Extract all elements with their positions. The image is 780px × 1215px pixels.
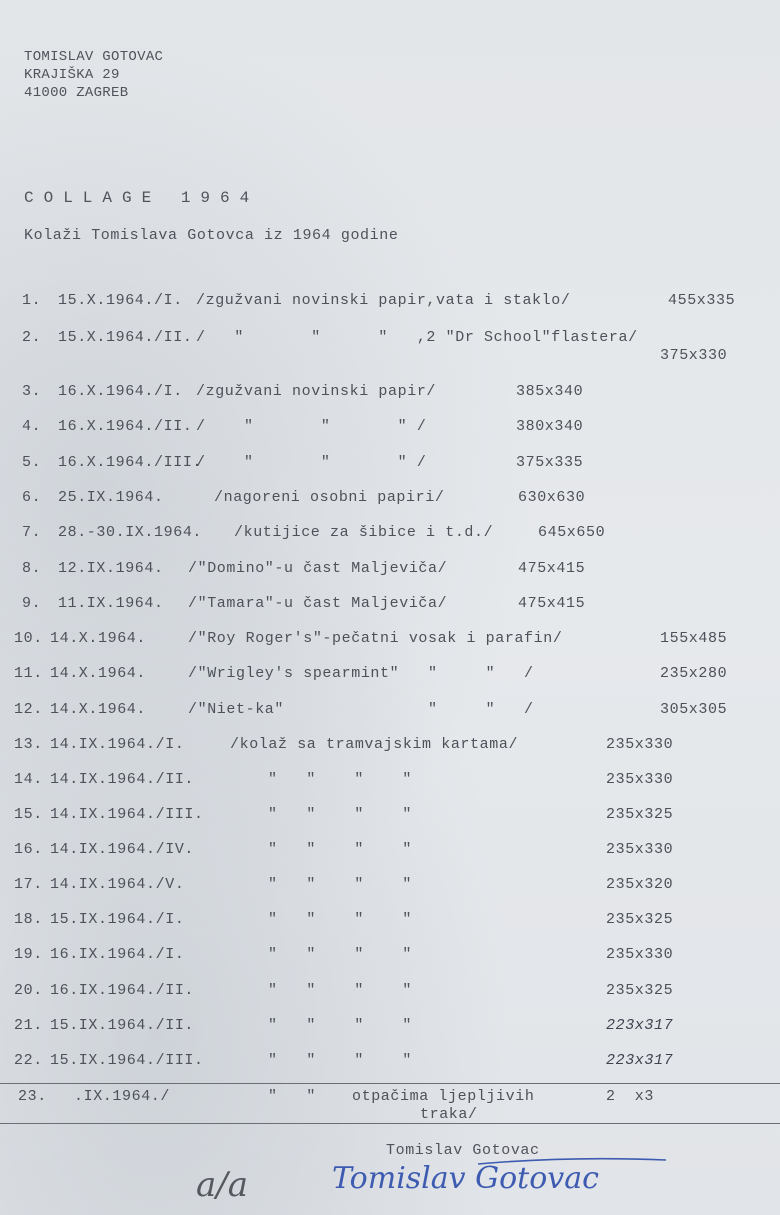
item-number: 22. (14, 1052, 43, 1069)
item-description: / " " " / (196, 454, 427, 471)
item-dimensions: 235x325 (606, 911, 674, 928)
item-date: 16.IX.1964./I. (50, 946, 185, 963)
list-item (0, 911, 780, 941)
item-date: 14.X.1964. (50, 665, 147, 682)
item-dimensions: 375x330 (660, 347, 728, 364)
item-description: otpačima ljepljivih (352, 1088, 535, 1105)
list-item (0, 524, 780, 554)
sender-street: KRAJIŠKA 29 (24, 67, 120, 83)
item-dimensions: 380x340 (516, 418, 584, 435)
item-dimensions: 235x325 (606, 806, 674, 823)
item-dimensions: 235x325 (606, 982, 674, 999)
item-dimensions: 2 x3 (606, 1088, 655, 1105)
list-item (0, 806, 780, 836)
item-dimensions: 645x650 (538, 524, 606, 541)
list-item (0, 560, 780, 590)
item-number: 1. (22, 292, 42, 309)
item-description: /nagoreni osobni papiri/ (214, 489, 445, 506)
item-date: 14.IX.1964./II. (50, 771, 195, 788)
item-dimensions: 305x305 (660, 701, 728, 718)
item-date: 15.IX.1964./III. (50, 1052, 204, 1069)
item-number: 16. (14, 841, 43, 858)
item-description: /"Wrigley's spearmint" " " / (188, 665, 534, 682)
sender-name: TOMISLAV GOTOVAC (24, 49, 164, 65)
item-description: /"Tamara"-u čast Maljeviča/ (188, 595, 448, 612)
item-description: " " " " (268, 982, 413, 999)
item-number: 4. (22, 418, 42, 435)
item-dimensions: 223x317 (606, 1052, 674, 1069)
item-description: / " " " ,2 "Dr School"flastera/ (196, 329, 638, 346)
item-date: 16.X.1964./III. (58, 454, 203, 471)
item-number: 20. (14, 982, 43, 999)
document-title: COLLAGE 1964 (24, 189, 260, 207)
list-item (0, 418, 780, 448)
item-date: 16.X.1964./II. (58, 418, 193, 435)
list-item (0, 876, 780, 906)
list-item (0, 841, 780, 871)
item-date: 15.IX.1964./II. (50, 1017, 195, 1034)
item-description: " " " " (268, 946, 413, 963)
item-number: 19. (14, 946, 43, 963)
item-number: 8. (22, 560, 42, 577)
item-dimensions: 223x317 (606, 1017, 674, 1034)
item-description: " " " " (268, 841, 413, 858)
item-description: " " " " (268, 1052, 413, 1069)
pencil-mark: a/a (196, 1165, 248, 1205)
item-date: 16.IX.1964./II. (50, 982, 195, 999)
list-item (0, 982, 780, 1012)
item-description: /kolaž sa tramvajskim kartama/ (230, 736, 519, 753)
item-description: " " " " (268, 806, 413, 823)
item-date: 16.X.1964./I. (58, 383, 183, 400)
item-number: 15. (14, 806, 43, 823)
item-date: 14.IX.1964./III. (50, 806, 204, 823)
item-date: 15.IX.1964./I. (50, 911, 185, 928)
handwritten-signature (328, 1150, 678, 1205)
item-date: 15.X.1964./II. (58, 329, 193, 346)
divider-bottom (0, 1123, 780, 1124)
list-item (0, 489, 780, 519)
item-description: /"Niet-ka" " " / (188, 701, 534, 718)
item-date: .IX.1964./ (74, 1088, 171, 1105)
item-dimensions: 375x335 (516, 454, 584, 471)
item-dimensions: 235x280 (660, 665, 728, 682)
item-dimensions: 235x330 (606, 736, 674, 753)
item-dimensions: 385x340 (516, 383, 584, 400)
list-item (0, 736, 780, 766)
item-dimensions: 475x415 (518, 595, 586, 612)
item-date: 15.X.1964./I. (58, 292, 183, 309)
item-dimensions: 235x320 (606, 876, 674, 893)
item-number: 11. (14, 665, 43, 682)
item-date: 11.IX.1964. (58, 595, 164, 612)
item-description: /kutijice za šibice i t.d./ (234, 524, 494, 541)
list-item (0, 701, 780, 731)
item-dimensions: 235x330 (606, 946, 674, 963)
item-date: 14.IX.1964./IV. (50, 841, 195, 858)
item-number: 6. (22, 489, 42, 506)
item-dimensions: 235x330 (606, 771, 674, 788)
item-number: 7. (22, 524, 42, 541)
list-item (0, 946, 780, 976)
item-description: /zgužvani novinski papir,vata i staklo/ (196, 292, 571, 309)
typed-signature-name: Tomislav Gotovac (386, 1142, 540, 1159)
item-description-cont: traka/ (420, 1106, 478, 1123)
item-date: 12.IX.1964. (58, 560, 164, 577)
item-number: 23. (18, 1088, 47, 1105)
list-item (0, 329, 780, 364)
item-description: /zgužvani novinski papir/ (196, 383, 437, 400)
item-dimensions: 475x415 (518, 560, 586, 577)
signature-text: Tomislav Gotovac (332, 1161, 599, 1196)
item-dimensions: 155x485 (660, 630, 728, 647)
list-item (0, 1017, 780, 1047)
item-number: 10. (14, 630, 43, 647)
item-description: " " " " (268, 876, 413, 893)
list-item (0, 595, 780, 625)
item-number: 12. (14, 701, 43, 718)
list-item (0, 1052, 780, 1082)
item-description: /"Domino"-u čast Maljeviča/ (188, 560, 448, 577)
item-date: 14.X.1964. (50, 630, 147, 647)
item-number: 5. (22, 454, 42, 471)
item-dimensions: 455x335 (668, 292, 736, 309)
item-date: 14.IX.1964./V. (50, 876, 185, 893)
list-item (0, 630, 780, 660)
sender-city: 41000 ZAGREB (24, 85, 129, 101)
item-date: 14.IX.1964./I. (50, 736, 185, 753)
list-item (0, 383, 780, 413)
item-date: 14.X.1964. (50, 701, 147, 718)
item-number: 14. (14, 771, 43, 788)
item-dimensions: 235x330 (606, 841, 674, 858)
item-date: 28.-30.IX.1964. (58, 524, 203, 541)
list-item-last (0, 1088, 780, 1123)
item-date: 25.IX.1964. (58, 489, 164, 506)
list-item (0, 454, 780, 484)
divider-top (0, 1083, 780, 1084)
item-number: 3. (22, 383, 42, 400)
item-number: 2. (22, 329, 42, 346)
item-number: 17. (14, 876, 43, 893)
list-item (0, 665, 780, 695)
item-dimensions: 630x630 (518, 489, 586, 506)
item-description: " " " " (268, 911, 413, 928)
item-description: /"Roy Roger's"-pečatni vosak i parafin/ (188, 630, 563, 647)
document-subtitle: Kolaži Tomislava Gotovca iz 1964 godine (24, 227, 399, 244)
item-description: " " " " (268, 1017, 413, 1034)
item-number: 9. (22, 595, 42, 612)
list-item (0, 292, 780, 322)
item-description: " " " " (268, 771, 413, 788)
item-description: / " " " / (196, 418, 427, 435)
item-number: 13. (14, 736, 43, 753)
item-number: 21. (14, 1017, 43, 1034)
list-item (0, 771, 780, 801)
item-ditto: " " (268, 1088, 317, 1105)
item-number: 18. (14, 911, 43, 928)
